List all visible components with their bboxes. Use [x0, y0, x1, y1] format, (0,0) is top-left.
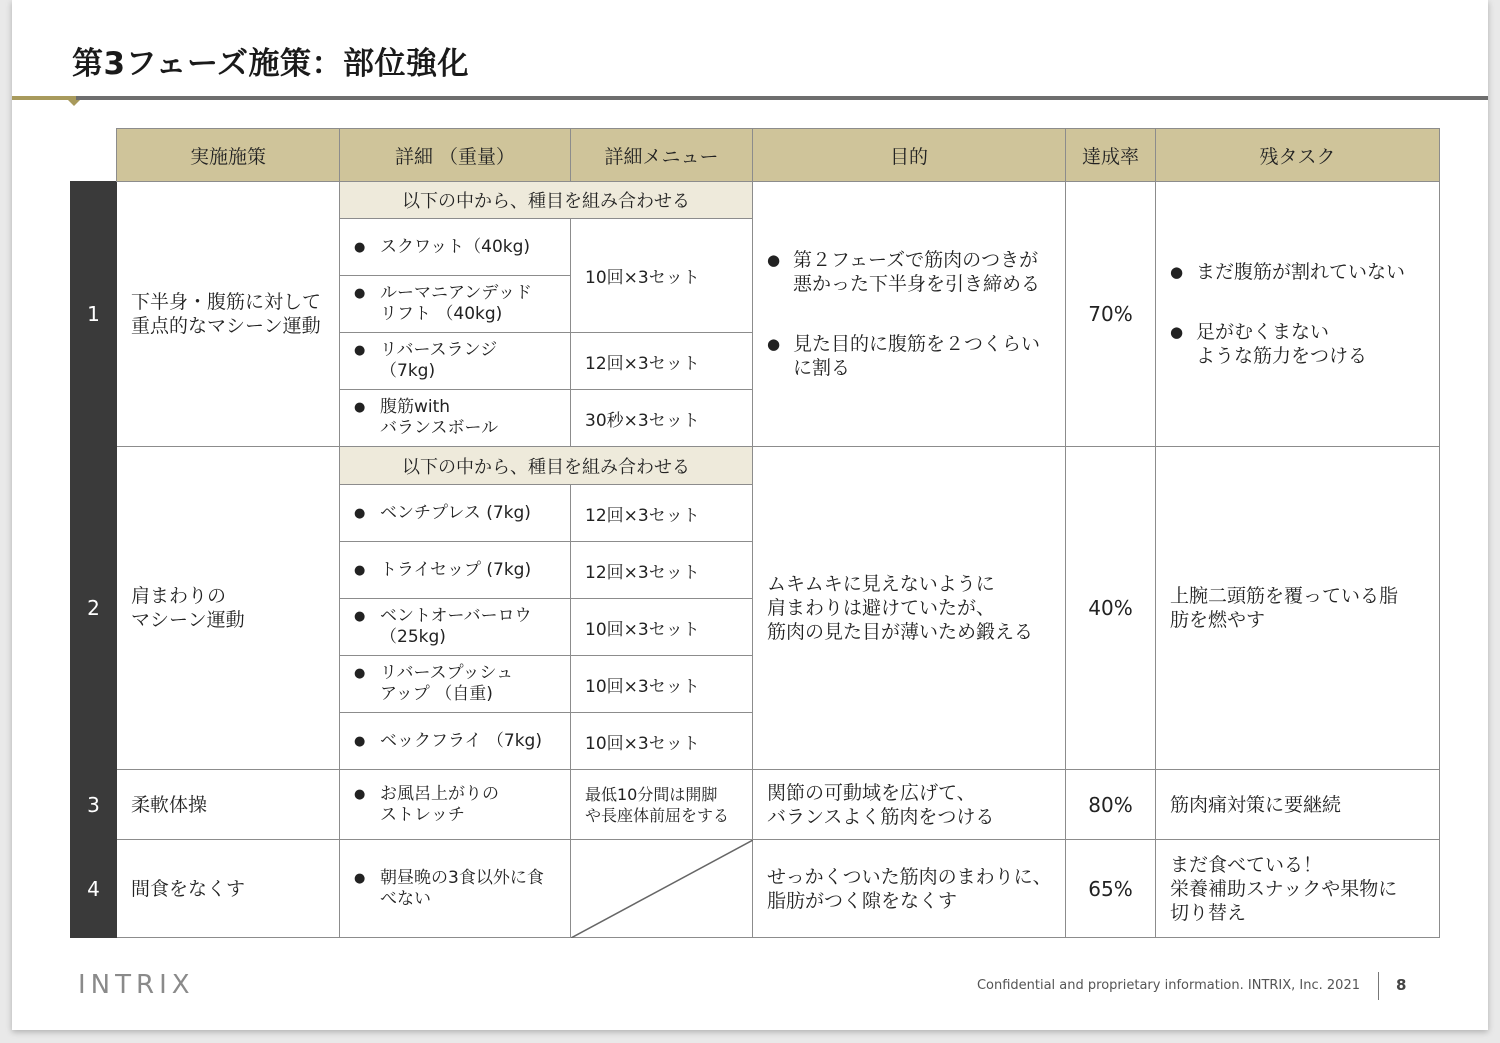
exercise-cell: ● ベンチプレス (7kg): [340, 485, 571, 542]
menu-cell: 10回×3セット: [571, 713, 753, 770]
page-title: 第3フェーズ施策：部位強化: [72, 46, 469, 82]
measure-cell: 柔軟体操: [117, 770, 340, 840]
menu-cell: 12回×3セット: [571, 542, 753, 599]
menu-cell: 12回×3セット: [571, 333, 753, 390]
rate-cell: 80%: [1066, 770, 1156, 840]
exercise-cell: ● 腹筋with バランスボール: [340, 390, 571, 447]
rate-cell: 40%: [1066, 447, 1156, 770]
row-number: 4: [71, 840, 117, 938]
bullet-icon: ●: [354, 343, 366, 358]
header-tasks: 残タスク: [1156, 129, 1440, 182]
bullet-icon: ●: [354, 786, 366, 802]
header-row: [71, 129, 1440, 182]
header-purpose: 目的: [753, 129, 1066, 182]
bullet-icon: ●: [767, 251, 781, 269]
bullet-icon: ●: [354, 239, 366, 255]
exercise-cell: ● ルーマニアンデッド リフト （40kg): [340, 276, 571, 333]
menu-cell: 30秒×3セット: [571, 390, 753, 447]
bullet-icon: ●: [354, 666, 366, 681]
purpose-cell: [753, 182, 1066, 447]
slide: [12, 0, 1488, 1030]
menu-cell: 10回×3セット: [571, 599, 753, 656]
table-row: [71, 182, 1440, 219]
exercise-cell: ● トライセップ (7kg): [340, 542, 571, 599]
exercise-cell: ● リバースランジ （7kg): [340, 333, 571, 390]
exercise-cell: ● お風呂上がりの ストレッチ: [340, 770, 571, 840]
combine-note: 以下の中から、種目を組み合わせる: [340, 447, 753, 485]
purpose-bullet: ● 第２フェーズで筋肉のつきが 悪かった下半身を引き締める: [767, 249, 1041, 295]
title-rule-notch: [68, 100, 80, 106]
bullet-icon: ●: [354, 286, 366, 301]
exercise-cell: ● ベントオーバーロウ （25kg): [340, 599, 571, 656]
bullet-icon: ●: [354, 609, 366, 624]
plan-table: [70, 128, 1440, 938]
company-logo: INTRIX: [78, 970, 195, 1000]
bullet-icon: ●: [354, 562, 366, 578]
purpose-cell: 関節の可動域を広げて、 バランスよく筋肉をつける: [753, 770, 1066, 840]
task-bullet: ● 足がむくまない ような筋力をつける: [1170, 321, 1368, 367]
rate-cell: 70%: [1066, 182, 1156, 447]
bullet-icon: ●: [354, 733, 366, 749]
menu-cell: 10回×3セット: [571, 656, 753, 713]
menu-cell: 10回×3セット: [571, 219, 753, 333]
row-number: 1: [71, 182, 117, 447]
combine-note: 以下の中から、種目を組み合わせる: [340, 182, 753, 219]
measure-cell: [117, 182, 340, 447]
header-measure: 実施施策: [117, 129, 340, 182]
exercise-cell: ● スクワット（40kg): [340, 219, 571, 276]
task-bullet: ● まだ腹筋が割れていない: [1170, 261, 1406, 283]
tasks-cell: まだ食べている！ 栄養補助スナックや果物に 切り替え: [1156, 840, 1440, 938]
bullet-icon: ●: [1170, 323, 1184, 341]
exercise-cell: ● リバースプッシュ アップ （自重): [340, 656, 571, 713]
rate-cell: 65%: [1066, 840, 1156, 938]
purpose-bullet: ● 見た目的に腹筋を２つくらい に割る: [767, 333, 1041, 379]
tasks-cell: 上腕二頭筋を覆っている脂 肪を燃やす: [1156, 447, 1440, 770]
bullet-icon: ●: [354, 505, 366, 521]
header-menu: 詳細メニュー: [571, 129, 753, 182]
measure-text: 肩まわりの マシーン運動: [131, 585, 245, 631]
menu-cell: 最低10分間は開脚 や長座体前屈をする: [571, 770, 753, 840]
bullet-icon: ●: [1170, 263, 1184, 281]
menu-cell: 12回×3セット: [571, 485, 753, 542]
table-row: [71, 770, 1440, 840]
bullet-icon: ●: [767, 335, 781, 353]
page-number: 8: [1396, 976, 1407, 994]
confidential-notice: Confidential and proprietary information. INTRIX, Inc. 2021: [976, 978, 1360, 993]
title-rule-accent: [12, 96, 76, 100]
bullet-icon: ●: [354, 870, 366, 886]
measure-cell: 間食をなくす: [117, 840, 340, 938]
footer-divider: [1378, 972, 1379, 1000]
tasks-cell: 筋肉痛対策に要継続: [1156, 770, 1440, 840]
purpose-cell: ムキムキに見えないように 肩まわりは避けていたが、 筋肉の見た目が薄いため鍛える: [753, 447, 1066, 770]
diagonal-strike: [571, 840, 753, 938]
tasks-cell: [1156, 182, 1440, 447]
table-row: [71, 840, 1440, 938]
measure-text: 下半身・腹筋に対して 重点的なマシーン運動: [131, 291, 322, 337]
bullet-icon: ●: [354, 400, 366, 415]
exercise-cell: ● ベックフライ （7kg): [340, 713, 571, 770]
table-row: [71, 447, 1440, 485]
row-number: 2: [71, 447, 117, 770]
header-detail: 詳細 （重量）: [340, 129, 571, 182]
row-number: 3: [71, 770, 117, 840]
exercise-cell: ● 朝昼晩の3食以外に食 べない: [340, 840, 571, 938]
measure-cell: [117, 447, 340, 770]
header-rate: 達成率: [1066, 129, 1156, 182]
purpose-cell: せっかくついた筋肉のまわりに、 脂肪がつく隙をなくす: [753, 840, 1066, 938]
corner-blank: [71, 129, 117, 182]
menu-cell-empty: [571, 840, 753, 938]
title-rule: [12, 96, 1488, 100]
